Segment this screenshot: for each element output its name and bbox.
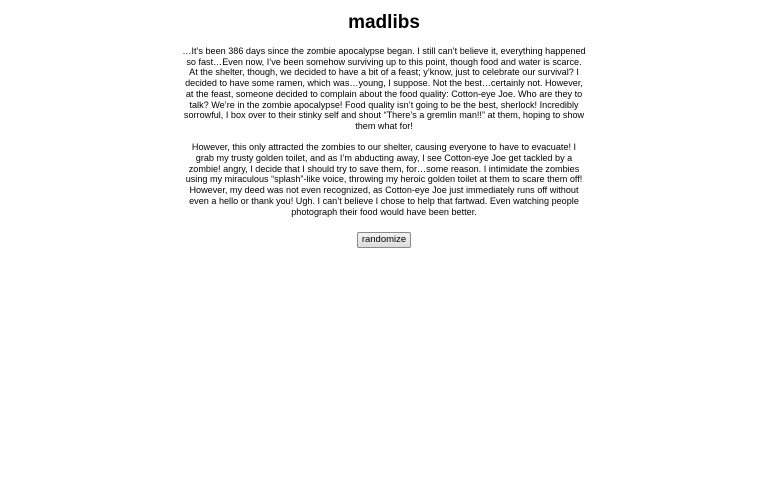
page-title: madlibs [348,12,420,33]
story-text [182,46,586,228]
randomize-button[interactable]: randomize [357,232,411,248]
story-paragraph-1: …It’s been 386 days since the zombie apocalypse began. I still can’t believe it, everything happened so fast…Even now, I’ve been somehow surviving up to this point, though food and water is scarce. At the shelter, though, we decided to have a bit of a feast; y’know, just to celebrate our survival? I decided to have some ramen, which was…young, I suppose. Not the best…certainly not. However, at the feast, someone decided to complain about the food quality: Cotton-eye Joe. Who are they to talk? We’re in the zombie apocalypse! Food quality isn’t going to be the best, sherlock! Incredibly sorrowful, I box over to their stinky self and shout “There’s a gremlin man!!” at them, hoping to show them what for! [182,46,586,131]
controls [0,229,768,248]
story-paragraph-2: However, this only attracted the zombies to our shelter, causing everyone to have to evacuate! I grab my trusty golden toilet, and as I’m abducting away, I see Cotton-eye Joe get tackled by a zombie! angry, I decide that I should try to save them, for…some reason. I intimidate the zombies using my miraculous “splash”-like voice, throwing my heroic golden toilet at them to scare them off! However, my deed was not even recognized, as Cotton-eye Joe just immediately runs off without even a hello or thank you! Ugh. I can’t believe I chose to help that fartwad. Even watching people photograph their food would have been better. [185,142,583,217]
